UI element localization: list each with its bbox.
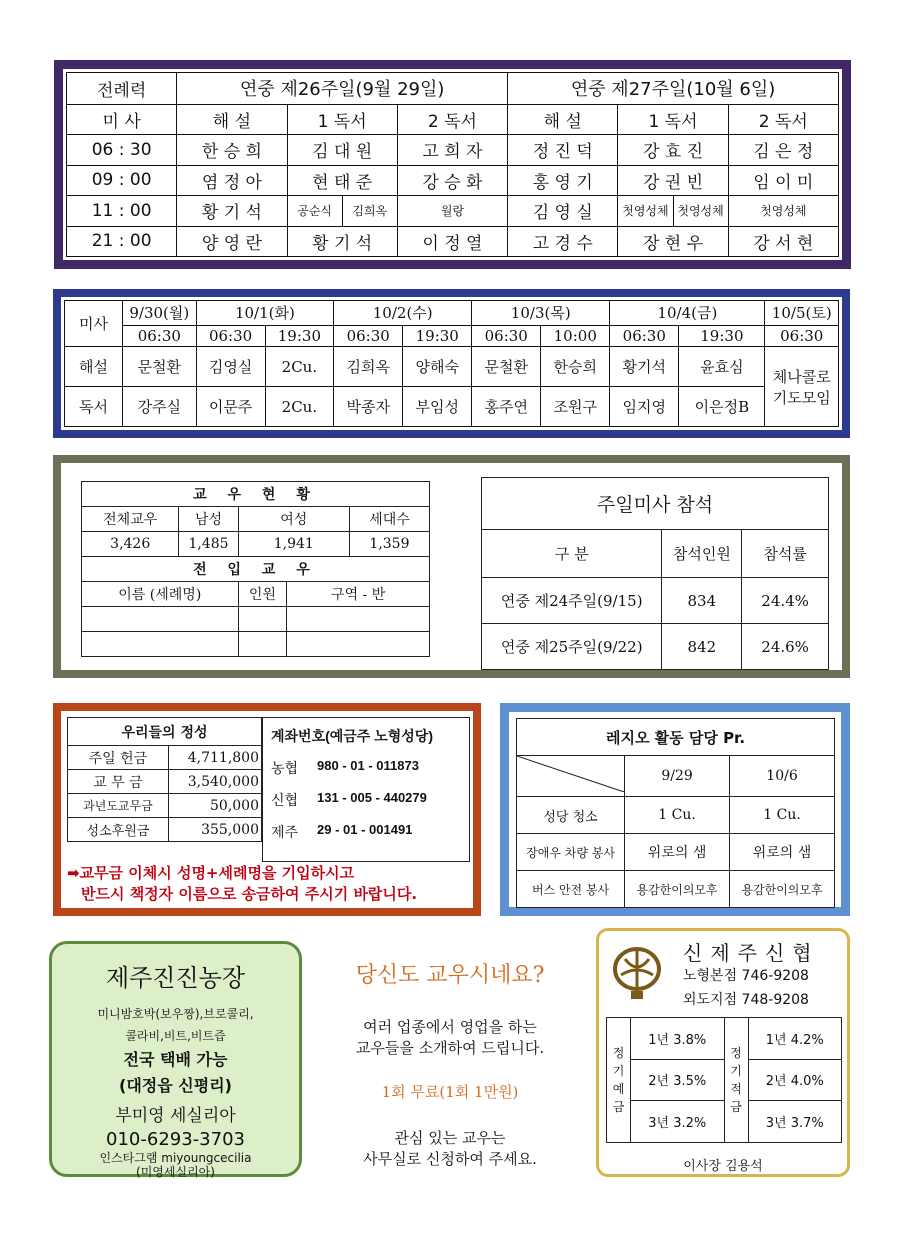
lector-name: 김 대 원 (287, 135, 397, 165)
legio-value: 1 Cu. (625, 797, 730, 834)
lector-name: 정 진 덕 (508, 135, 618, 165)
table-row (67, 196, 839, 226)
members-header: 여성 (238, 507, 349, 532)
commentary-label: 해설 (65, 347, 123, 387)
mass-time: 11 : 00 (67, 196, 177, 226)
day-date: 10/3(목) (472, 301, 610, 326)
mass-time: 21 : 00 (67, 226, 177, 256)
lector-name: 이 정 열 (397, 226, 507, 256)
lector-name: 홍 영 기 (508, 165, 618, 195)
ad-price: 1회 무료(1회 1만원) (381, 1083, 519, 1101)
mass-time: 06 : 30 (67, 135, 177, 165)
lector-name: 현 태 준 (287, 165, 397, 195)
mass-time: 10:00 (541, 325, 610, 346)
account-row (271, 758, 461, 778)
giving-label: 성소후원금 (68, 818, 169, 842)
lector-name: 황 기 석 (287, 226, 397, 256)
table-row (82, 607, 430, 632)
legio-table (516, 718, 835, 908)
mass-time: 06:30 (334, 325, 403, 346)
giving-label: 과년도교무금 (68, 794, 169, 818)
lector-name: 강 승 화 (397, 165, 507, 195)
mass-time: 09 : 00 (67, 165, 177, 195)
account-number: 131 - 005 - 440279 (317, 790, 427, 805)
mass-time: 19:30 (403, 325, 472, 346)
newcomer-title: 전 입 교 우 (82, 557, 430, 582)
newcomer-header: 이름 (세례명) (82, 582, 239, 607)
notice-line2: 반드시 책정자 이름으로 송금하여 주시기 바랍니다. (81, 885, 418, 903)
giving-table (67, 717, 262, 842)
lector-name: 강 권 빈 (618, 165, 728, 195)
table-row (65, 347, 839, 387)
mass-time: 06:30 (472, 325, 541, 346)
credit-union-branch: 노형본점 746-9208 (683, 968, 809, 984)
table-row (517, 871, 835, 908)
attendance-header: 참석인원 (662, 530, 742, 578)
lector-name: 2Cu. (265, 387, 334, 427)
attendance-title: 주일미사 참석 (482, 478, 829, 530)
lector-name: 윤효심 (679, 347, 765, 387)
lector-name: 조원구 (541, 387, 610, 427)
table-row (68, 770, 262, 794)
week2-commentary-header: 해 설 (508, 104, 618, 134)
attendance-name: 연중 제24주일(9/15) (482, 578, 662, 624)
credit-union-logo-icon (611, 945, 663, 1001)
lector-name: 홍주연 (472, 387, 541, 427)
credit-union-name: 신제주신협 (683, 941, 820, 965)
lector-name: 장 현 우 (618, 226, 728, 256)
mass-time: 06:30 (610, 325, 679, 346)
legio-date: 10/6 (730, 756, 835, 797)
lector-name: 황기석 (610, 347, 679, 387)
giving-value: 3,540,000 (168, 770, 261, 794)
lector-name: 부임성 (403, 387, 472, 427)
savings-rate: 1년 4.2% (748, 1018, 842, 1060)
notice-line1: ➡교무금 이체시 성명+세례명을 기입하시고 (67, 864, 355, 882)
lector-name: 고 경 수 (508, 226, 618, 256)
farm-products (52, 1003, 299, 1047)
mass-label: 미 사 (67, 104, 177, 134)
members-value: 1,359 (349, 532, 429, 557)
lector-name: 한 승 희 (177, 135, 287, 165)
farm-delivery: 전국 택배 가능 (123, 1050, 228, 1069)
mass-time: 06:30 (123, 325, 197, 346)
ad-heading: 당신도 교우시네요? (355, 963, 545, 988)
table-row (68, 746, 262, 770)
schedule-label: 전례력 (67, 73, 177, 105)
table-row (67, 165, 839, 195)
savings-label: 정 기 적 금 (724, 1018, 748, 1143)
week2-reading2-header: 2 독서 (728, 104, 838, 134)
mass-time: 19:30 (679, 325, 765, 346)
lector-name: 김 영 실 (508, 196, 618, 226)
lector-name: 문철환 (123, 347, 197, 387)
giving-value: 50,000 (168, 794, 261, 818)
lector-name: 첫영성체 (673, 196, 728, 226)
lector-name: 이문주 (196, 387, 265, 427)
table-row (517, 797, 835, 834)
farm-phone: 010-6293-3703 (106, 1129, 245, 1150)
lector-name: 양 영 란 (177, 226, 287, 256)
farm-instagram-sub: (미영세실리아) (136, 1165, 215, 1179)
lector-name: 김희옥 (342, 196, 397, 226)
attendance-name: 연중 제25주일(9/22) (482, 624, 662, 670)
ad-text (305, 1017, 595, 1059)
legio-panel (500, 703, 850, 916)
legio-date: 9/29 (625, 756, 730, 797)
diagonal-line (517, 756, 624, 792)
members-value: 1,485 (179, 532, 238, 557)
table-row (482, 624, 829, 670)
lector-name: 강주실 (123, 387, 197, 427)
interest-rate-table (606, 1017, 842, 1143)
lector-name: 이은정B (679, 387, 765, 427)
attendance-rate: 24.6% (742, 624, 829, 670)
legio-value: 위로의 샘 (625, 834, 730, 871)
lector-name: 2Cu. (265, 347, 334, 387)
credit-union-branch: 외도지점 748-9208 (683, 992, 809, 1008)
legio-value: 용감한이의모후 (625, 871, 730, 908)
legio-value: 1 Cu. (730, 797, 835, 834)
legio-task: 장애우 차량 봉사 (517, 834, 625, 871)
saturday-note (765, 347, 839, 427)
week1-reading2-header: 2 독서 (397, 104, 507, 134)
sunday-lector-panel (54, 60, 851, 269)
lector-name: 월랑 (397, 196, 507, 226)
week1-title: 연중 제26주일(9월 29일) (177, 73, 508, 105)
week1-reading1-header: 1 독서 (287, 104, 397, 134)
table-row (82, 632, 430, 657)
members-header: 남성 (179, 507, 238, 532)
lector-name: 강 효 진 (618, 135, 728, 165)
table-row (67, 226, 839, 256)
day-date: 10/2(수) (334, 301, 472, 326)
table-row (68, 818, 262, 842)
day-date: 9/30(월) (123, 301, 197, 326)
account-box (262, 717, 470, 862)
table-row (517, 834, 835, 871)
giving-panel (53, 703, 481, 916)
ad-line1: 여러 업종에서 영업을 하는 (363, 1018, 537, 1036)
lector-name: 강 서 현 (728, 226, 838, 256)
giving-value: 355,000 (168, 818, 261, 842)
lector-name: 한승희 (541, 347, 610, 387)
bank-name: 농협 (271, 760, 299, 776)
legio-task: 성당 청소 (517, 797, 625, 834)
ad-line3: 관심 있는 교우는 (394, 1129, 506, 1147)
attendance-table (481, 477, 829, 670)
giving-label: 교 무 금 (68, 770, 169, 794)
week2-title: 연중 제27주일(10월 6일) (508, 73, 839, 105)
farm-name: 제주진진농장 (105, 964, 246, 992)
mass-label: 미사 (65, 301, 123, 347)
farm-instagram: 인스타그램 miyoungcecilia (99, 1151, 252, 1165)
day-date: 10/4(금) (610, 301, 765, 326)
attendance-count: 834 (662, 578, 742, 624)
savings-rate: 3년 3.7% (748, 1101, 842, 1143)
members-header: 세대수 (349, 507, 429, 532)
lector-name: 황 기 석 (177, 196, 287, 226)
members-header: 전체교우 (82, 507, 179, 532)
table-row (68, 794, 262, 818)
week1-commentary-header: 해 설 (177, 104, 287, 134)
credit-union-president: 이사장 김용석 (683, 1159, 763, 1174)
giving-value: 4,711,800 (168, 746, 261, 770)
saturday-note-line2: 기도모임 (772, 388, 831, 407)
transfer-notice (67, 863, 477, 905)
deposit-rate: 1년 3.8% (631, 1018, 725, 1060)
deposit-rate: 2년 3.5% (631, 1059, 725, 1101)
account-row (271, 822, 461, 842)
lector-name: 임지영 (610, 387, 679, 427)
giving-label: 주일 헌금 (68, 746, 169, 770)
lector-name: 첫영성체 (728, 196, 838, 226)
legio-value: 용감한이의모후 (730, 871, 835, 908)
lector-name: 김희옥 (334, 347, 403, 387)
attendance-count: 842 (662, 624, 742, 670)
members-title: 교 우 현 황 (82, 482, 430, 507)
ad-line4: 사무실로 신청하여 주세요. (363, 1150, 537, 1168)
reading-label: 독서 (65, 387, 123, 427)
farm-owner: 부미영 세실리아 (115, 1106, 236, 1126)
bank-name: 제주 (271, 824, 299, 840)
deposit-label: 정 기 예 금 (607, 1018, 631, 1143)
giving-title: 우리들의 정성 (68, 718, 262, 746)
mass-time: 06:30 (196, 325, 265, 346)
account-row (271, 790, 461, 810)
table-row (482, 578, 829, 624)
legio-task: 버스 안전 봉사 (517, 871, 625, 908)
members-value: 3,426 (82, 532, 179, 557)
attendance-rate: 24.4% (742, 578, 829, 624)
deposit-rate: 3년 3.2% (631, 1101, 725, 1143)
attendance-header: 참석률 (742, 530, 829, 578)
lector-name: 첫영성체 (618, 196, 673, 226)
lector-name: 박종자 (334, 387, 403, 427)
farm-location: (대정읍 신평리) (119, 1076, 232, 1095)
savings-rate: 2년 4.0% (748, 1059, 842, 1101)
legio-value: 위로의 샘 (730, 834, 835, 871)
credit-union-ad (596, 928, 850, 1177)
diagonal-header-cell (517, 756, 625, 797)
ad-contact (305, 1128, 595, 1170)
lector-name: 양해숙 (403, 347, 472, 387)
lector-name: 공순식 (287, 196, 342, 226)
sunday-lector-table (66, 72, 839, 257)
saturday-note-line1: 체나콜로 (772, 367, 831, 386)
account-title: 계좌번호(예금주 노형성당) (271, 728, 433, 744)
weekday-lector-table (64, 300, 839, 427)
bank-name: 신협 (271, 792, 299, 808)
lector-name: 문철환 (472, 347, 541, 387)
statistics-panel (53, 455, 850, 678)
newcomer-header: 구역 - 반 (287, 582, 430, 607)
farm-advertisement (49, 941, 302, 1177)
day-date: 10/5(토) (765, 301, 839, 326)
table-row (67, 135, 839, 165)
business-intro-ad (305, 950, 595, 1180)
legio-title: 레지오 활동 담당 Pr. (517, 719, 835, 756)
farm-products-line1: 미니밤호박(보우짱),브로콜리, (97, 1007, 254, 1021)
ad-line2: 교우들을 소개하여 드립니다. (355, 1039, 545, 1057)
week2-reading1-header: 1 독서 (618, 104, 728, 134)
lector-name: 김 은 정 (728, 135, 838, 165)
table-row (65, 387, 839, 427)
lector-name: 김영실 (196, 347, 265, 387)
day-date: 10/1(화) (196, 301, 334, 326)
lector-name: 고 희 자 (397, 135, 507, 165)
weekday-lector-panel (53, 289, 850, 438)
lector-name: 임 이 미 (728, 165, 838, 195)
account-number: 29 - 01 - 001491 (317, 822, 413, 837)
account-number: 980 - 01 - 011873 (317, 758, 419, 773)
mass-time: 19:30 (265, 325, 334, 346)
newcomer-header: 인원 (238, 582, 287, 607)
farm-products-line2: 콜라비,비트,비트즙 (125, 1029, 226, 1043)
attendance-header: 구 분 (482, 530, 662, 578)
members-value: 1,941 (238, 532, 349, 557)
mass-time: 06:30 (765, 325, 839, 346)
members-table (81, 481, 430, 657)
lector-name: 염 정 아 (177, 165, 287, 195)
